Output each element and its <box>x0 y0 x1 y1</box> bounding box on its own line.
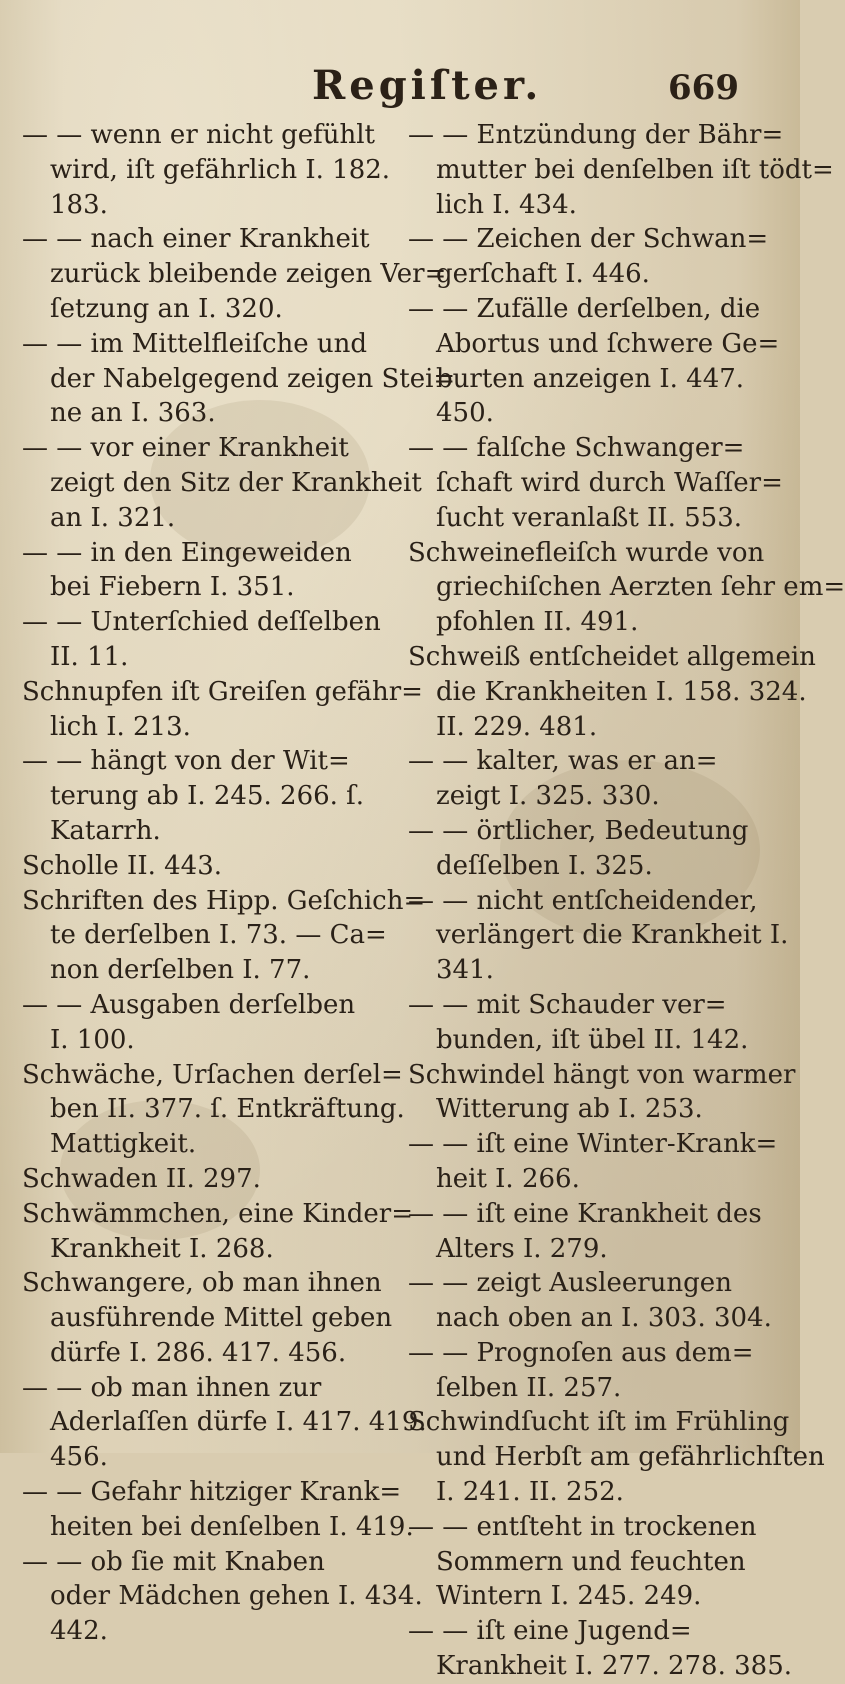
index-line: — — Entzündung der Bähr= <box>408 120 784 150</box>
index-line: zeigt I. 325. 330. <box>436 781 660 812</box>
index-line: Schwindſucht iſt im Frühling <box>408 1407 790 1438</box>
index-line: heit I. 266. <box>436 1163 580 1194</box>
index-line: Alters I. 279. <box>436 1233 608 1264</box>
index-line: — — nach einer Krankheit <box>22 224 370 255</box>
index-line: Krankheit I. 268. <box>50 1233 274 1264</box>
index-line: nach oben an I. 303. 304. <box>436 1303 772 1334</box>
index-line: und Herbſt am gefährlichſten <box>436 1442 825 1473</box>
index-line: — — iſt eine Krankheit des <box>408 1198 762 1229</box>
running-title: Regiſter. <box>312 62 543 109</box>
index-line: — — örtlicher, Bedeutung <box>408 815 749 846</box>
index-line: ausführende Mittel geben <box>50 1303 393 1334</box>
index-line: — — falſche Schwanger= <box>408 433 745 464</box>
index-line: Aderlaſſen dürfe I. 417. 419. <box>50 1407 427 1438</box>
index-line: mutter bei denſelben iſt tödt= <box>436 154 834 185</box>
index-line: 450. <box>436 398 494 429</box>
index-line: Schweiß entſcheidet allgemein <box>408 641 816 672</box>
index-line: bunden, iſt übel II. 142. <box>436 1024 749 1055</box>
index-line: bei Fiebern I. 351. <box>50 572 295 603</box>
index-line: Katarrh. <box>50 815 161 846</box>
index-line: die Krankheiten I. 158. 324. <box>436 676 807 707</box>
index-line: II. 229. 481. <box>436 711 598 742</box>
index-line: Scholle II. 443. <box>22 850 223 881</box>
index-line: — — iſt eine Winter-Krank= <box>408 1129 778 1160</box>
index-line: Wintern I. 245. 249. <box>436 1581 702 1612</box>
index-line: — — Ausgaben derſelben <box>22 989 356 1020</box>
index-line: — — kalter, was er an= <box>408 746 718 777</box>
index-line: Schwaden II. 297. <box>22 1163 261 1194</box>
index-line: pfohlen II. 491. <box>436 607 639 638</box>
index-line: Schwindel hängt von warmer <box>408 1059 796 1090</box>
left-column <box>22 118 456 1649</box>
index-line: oder Mädchen gehen I. 434. <box>50 1581 423 1612</box>
index-line: — — entſteht in trockenen <box>408 1511 757 1542</box>
index-line: — — zeigt Ausleerungen <box>408 1268 732 1299</box>
index-line: — — Unterſchied deſſelben <box>22 607 381 638</box>
index-line: — — ob ſie mit Knaben <box>22 1546 325 1577</box>
index-line: deſſelben I. 325. <box>436 850 653 881</box>
index-line: 442. <box>50 1616 108 1647</box>
page-number: 669 <box>668 68 739 108</box>
index-line: der Nabelgegend zeigen Stei= <box>50 363 456 394</box>
index-line: gerſchaft I. 446. <box>436 259 650 290</box>
index-line: wird, iſt gefährlich I. 182. <box>50 154 391 185</box>
index-line: — — Gefahr hitziger Krank= <box>22 1477 402 1508</box>
right-column <box>408 118 845 1684</box>
index-line: ſetzung an I. 320. <box>50 293 283 324</box>
index-line: 456. <box>50 1442 108 1473</box>
index-line: — — Prognoſen aus dem= <box>408 1337 754 1368</box>
index-line: Schweinefleiſch wurde von <box>408 537 765 568</box>
index-line: I. 100. <box>50 1024 135 1055</box>
index-line: I. 241. II. 252. <box>436 1477 624 1508</box>
index-line: — — Zeichen der Schwan= <box>408 224 769 255</box>
index-line: te derſelben I. 73. — Ca= <box>50 920 387 951</box>
index-line: zurück bleibende zeigen Ver= <box>50 259 447 290</box>
index-line: II. 11. <box>50 641 129 672</box>
index-line: terung ab I. 245. 266. ſ. <box>50 781 365 812</box>
index-line: zeigt den Sitz der Krankheit <box>50 467 422 498</box>
index-line: Schriften des Hipp. Geſchich= <box>22 885 426 916</box>
index-line: an I. 321. <box>50 502 176 533</box>
index-line: Schwäche, Urſachen derſel= <box>22 1059 403 1090</box>
index-line: Schnupfen iſt Greiſen gefähr= <box>22 676 423 707</box>
index-line: non derſelben I. 77. <box>50 955 311 986</box>
index-line: lich I. 213. <box>50 711 191 742</box>
index-line: — — Zufälle derſelben, die <box>408 293 761 324</box>
index-line: ſucht veranlaßt II. 553. <box>436 502 742 533</box>
index-line: Schwämmchen, eine Kinder= <box>22 1198 413 1229</box>
index-line: heiten bei denſelben I. 419. <box>50 1511 414 1542</box>
index-line: Schwangere, ob man ihnen <box>22 1268 382 1299</box>
index-line: ben II. 377. ſ. Entkräftung. <box>50 1094 405 1125</box>
index-line: griechiſchen Aerzten ſehr em= <box>436 572 845 603</box>
index-line: ſchaft wird durch Waſſer= <box>436 467 783 498</box>
index-line: ne an I. 363. <box>50 398 216 429</box>
index-line: — — wenn er nicht gefühlt <box>22 120 375 150</box>
index-line: — — ob man ihnen zur <box>22 1372 322 1403</box>
index-line: — — in den Eingeweiden <box>22 537 352 568</box>
index-line: Sommern und feuchten <box>436 1546 746 1577</box>
index-line: Abortus und ſchwere Ge= <box>436 328 780 359</box>
index-line: ſelben II. 257. <box>436 1372 622 1403</box>
index-line: — — mit Schauder ver= <box>408 989 727 1020</box>
index-line: — — im Mittelfleiſche und <box>22 328 368 359</box>
index-line: verlängert die Krankheit I. <box>436 920 789 951</box>
page-header <box>0 62 800 112</box>
index-line: 341. <box>436 955 494 986</box>
index-line: Witterung ab I. 253. <box>436 1094 703 1125</box>
index-line: dürfe I. 286. 417. 456. <box>50 1337 347 1368</box>
index-line: Mattigkeit. <box>50 1129 197 1160</box>
index-line: Krankheit I. 277. 278. 385. <box>436 1651 793 1682</box>
index-line: burten anzeigen I. 447. <box>436 363 745 394</box>
index-line: — — iſt eine Jugend= <box>408 1616 692 1647</box>
index-line: lich I. 434. <box>436 189 577 220</box>
index-line: 183. <box>50 189 108 220</box>
index-line: — — nicht entſcheidender, <box>408 885 758 916</box>
index-line: — — vor einer Krankheit <box>22 433 349 464</box>
index-line: — — hängt von der Wit= <box>22 746 350 777</box>
